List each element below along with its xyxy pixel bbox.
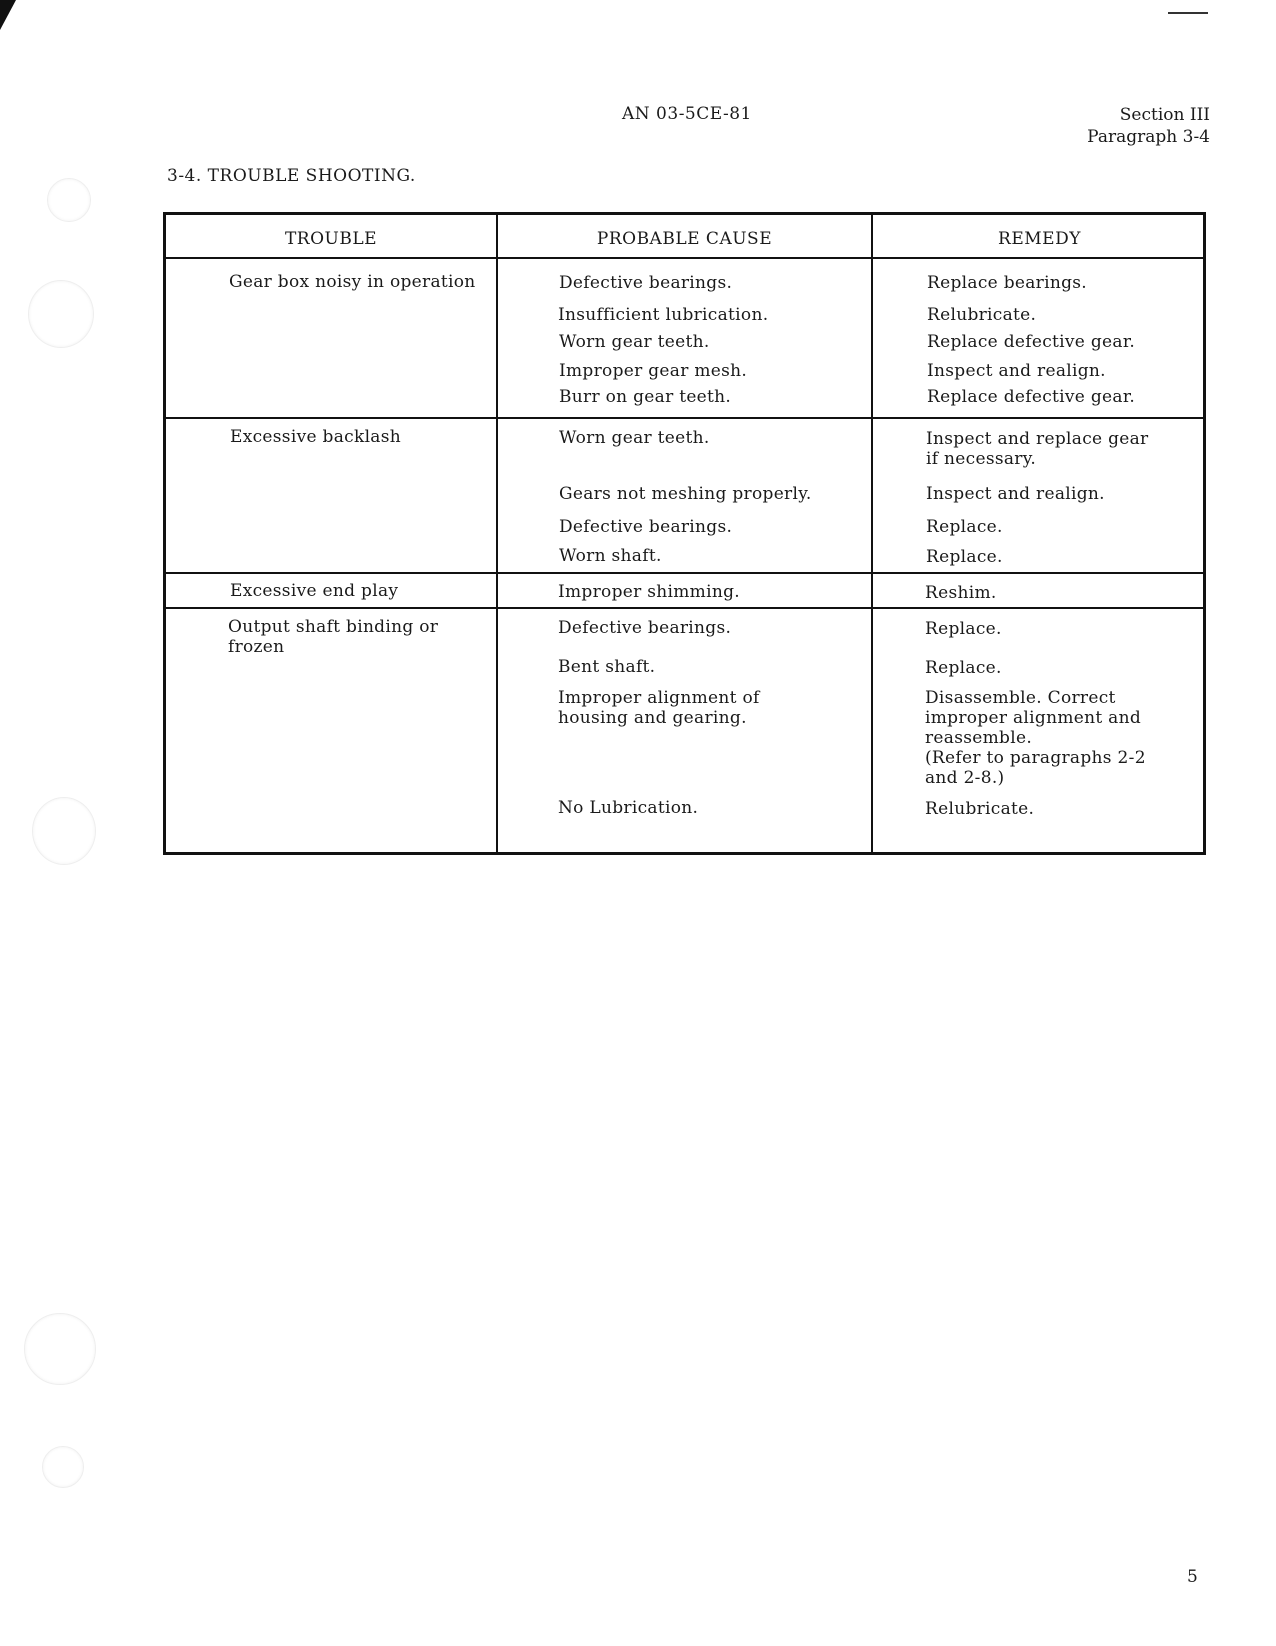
column-divider bbox=[496, 215, 498, 852]
remedy-cell: Reshim. bbox=[925, 583, 997, 603]
trouble-cell: Excessive backlash bbox=[230, 427, 402, 447]
punch-hole bbox=[24, 1313, 96, 1385]
header-trouble: TROUBLE bbox=[284, 229, 378, 249]
remedy-cell: Relubricate. bbox=[927, 305, 1037, 325]
trouble-cell: Output shaft binding or frozen bbox=[228, 617, 439, 657]
cause-cell: Burr on gear teeth. bbox=[559, 387, 732, 407]
remedy-cell: Replace. bbox=[926, 547, 1003, 567]
trouble-shooting-table bbox=[163, 212, 1206, 855]
remedy-cell: Replace bearings. bbox=[927, 273, 1088, 293]
remedy-cell: Replace. bbox=[926, 517, 1003, 537]
corner-mark bbox=[0, 0, 16, 30]
remedy-cell: Inspect and replace gear if necessary. bbox=[926, 429, 1149, 469]
paragraph-label: Paragraph 3-4 bbox=[1087, 127, 1210, 147]
cause-cell: Defective bearings. bbox=[559, 517, 733, 537]
remedy-cell: Inspect and realign. bbox=[926, 484, 1105, 504]
cause-cell: Insufficient lubrication. bbox=[558, 305, 769, 325]
paragraph-title: 3-4. TROUBLE SHOOTING. bbox=[167, 166, 416, 186]
punch-hole bbox=[28, 280, 94, 348]
row-divider bbox=[166, 257, 1203, 259]
section-label: Section III bbox=[1119, 105, 1210, 125]
page-number: 5 bbox=[1187, 1567, 1198, 1587]
remedy-cell: Replace. bbox=[925, 658, 1002, 678]
punch-hole bbox=[42, 1446, 84, 1488]
header-remedy: REMEDY bbox=[998, 229, 1081, 249]
top-rule bbox=[1168, 12, 1208, 14]
punch-hole bbox=[47, 178, 91, 222]
remedy-cell: Inspect and realign. bbox=[927, 361, 1106, 381]
cause-cell: Improper shimming. bbox=[558, 582, 740, 602]
cause-cell: Worn gear teeth. bbox=[559, 428, 710, 448]
cause-cell: Improper gear mesh. bbox=[559, 361, 748, 381]
header-probable-cause: PROBABLE CAUSE bbox=[596, 229, 773, 249]
remedy-cell: Replace defective gear. bbox=[927, 387, 1136, 407]
remedy-cell: Replace defective gear. bbox=[927, 332, 1136, 352]
cause-cell: No Lubrication. bbox=[558, 798, 699, 818]
cause-cell: Improper alignment of housing and gearing. bbox=[558, 688, 760, 728]
cause-cell: Defective bearings. bbox=[558, 618, 732, 638]
row-divider bbox=[166, 417, 1203, 419]
column-divider bbox=[871, 215, 873, 852]
punch-hole bbox=[32, 797, 96, 865]
cause-cell: Defective bearings. bbox=[559, 273, 733, 293]
cause-cell: Gears not meshing properly. bbox=[559, 484, 812, 504]
cause-cell: Worn shaft. bbox=[559, 546, 662, 566]
trouble-cell: Gear box noisy in operation bbox=[229, 272, 476, 292]
cause-cell: Bent shaft. bbox=[558, 657, 656, 677]
remedy-cell: Replace. bbox=[925, 619, 1002, 639]
cause-cell: Worn gear teeth. bbox=[559, 332, 710, 352]
row-divider bbox=[166, 607, 1203, 609]
remedy-cell: Relubricate. bbox=[925, 799, 1035, 819]
remedy-cell: Disassemble. Correct improper alignment and reassemble. (Refer to paragraphs 2-2 and 2-8.) bbox=[925, 688, 1146, 788]
document-id: AN 03-5CE-81 bbox=[622, 104, 752, 124]
section-reference bbox=[1087, 104, 1210, 148]
row-divider bbox=[166, 572, 1203, 574]
trouble-cell: Excessive end play bbox=[230, 581, 399, 601]
